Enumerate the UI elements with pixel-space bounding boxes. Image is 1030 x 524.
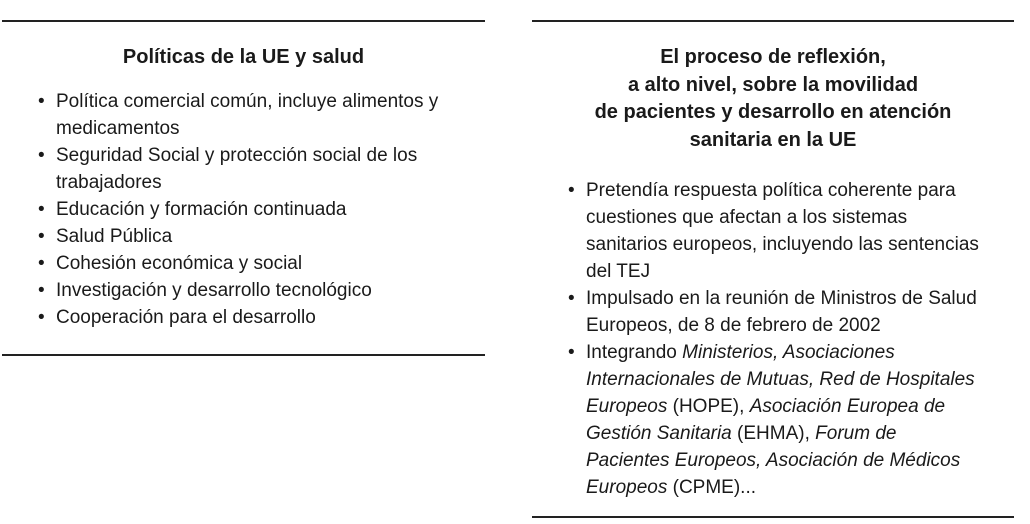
list-item: • Política comercial común, incluye alimentos y medicamentos bbox=[38, 88, 455, 142]
item-italic-text: Asociación Europea de Gestión Sanitaria bbox=[586, 396, 946, 444]
item-italic-text: Forum de Pacientes Europeos, Asociación de Médicos Europeos bbox=[586, 423, 961, 498]
title-line: de pacientes y desarrollo en atención bbox=[594, 101, 952, 123]
eu-health-policies-panel bbox=[2, 20, 485, 356]
title-line: El proceso de reflexión, bbox=[660, 46, 886, 68]
item-text: (CPME)... bbox=[667, 477, 757, 498]
list-item: • Impulsado en la reunión de Ministros de Salud Europeos, de 8 de febrero de 2002 bbox=[568, 285, 980, 339]
reflection-process-panel bbox=[532, 20, 1014, 518]
list-item: • Cohesión económica y social bbox=[38, 250, 455, 277]
item-text: (EHMA), bbox=[731, 423, 816, 444]
item-text: Integrando bbox=[586, 342, 683, 363]
list-item: • Seguridad Social y protección social de los trabajadores bbox=[38, 142, 455, 196]
list-item: • Salud Pública bbox=[38, 223, 455, 250]
list-item: • Educación y formación continuada bbox=[38, 196, 455, 223]
panel-title: Políticas de la UE y salud bbox=[122, 46, 365, 68]
list-item: • Pretendía respuesta política coherente para cuestiones que afectan a los sistemas sanitarios europeos, incluyendo las sentencias del TEJ bbox=[568, 177, 980, 285]
list-item: • Cooperación para el desarrollo bbox=[38, 304, 455, 331]
reflection-list bbox=[532, 177, 1014, 501]
list-item bbox=[568, 339, 980, 501]
item-text: (HOPE), bbox=[667, 396, 750, 417]
list-item: • Investigación y desarrollo tecnológico bbox=[38, 277, 455, 304]
panel-title bbox=[532, 44, 1014, 154]
item-italic-text: Ministerios, Asociaciones Internacionales de Mutuas, Red de Hospitales Europeos bbox=[586, 342, 975, 417]
title-line: a alto nivel, sobre la movilidad bbox=[627, 73, 919, 96]
title-line: sanitaria en la UE bbox=[689, 128, 857, 151]
policy-list bbox=[2, 88, 485, 331]
